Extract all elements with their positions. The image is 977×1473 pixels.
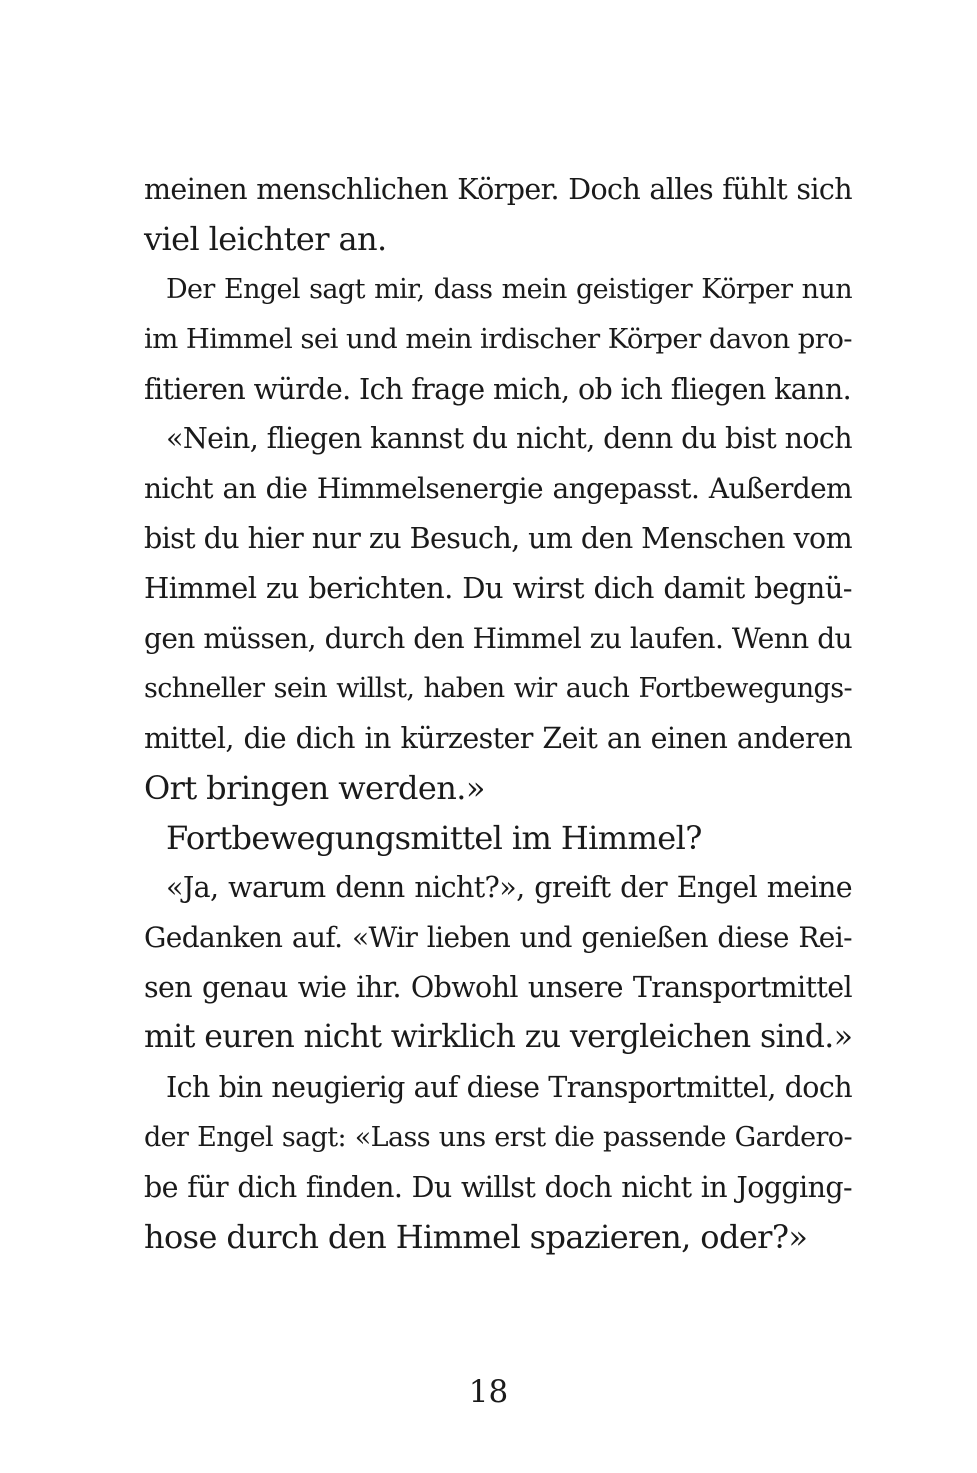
text-line: «Nein, fliegen kannst du nicht, denn du bist noch: [166, 422, 852, 456]
page-body: [144, 165, 852, 1263]
text-line: be für dich finden. Du willst doch nicht in Jogging-: [144, 1170, 852, 1204]
text-line: bist du hier nur zu Besuch, um den Menschen vom: [144, 522, 852, 556]
text-line: meinen menschlichen Körper. Doch alles fühlt sich: [144, 173, 852, 206]
text-line: Fortbewegungsmittel im Himmel?: [166, 818, 702, 857]
text-line: schneller sein willst, haben wir auch Fortbewegungs-: [144, 672, 852, 704]
text-line: nicht an die Himmelsenergie angepasst. Außerdem: [144, 472, 852, 506]
text-line: Ort bringen werden.»: [144, 768, 485, 807]
text-line: Ich bin neugierig auf diese Transportmittel, doch: [166, 1071, 852, 1105]
text-line: hose durch den Himmel spazieren, oder?»: [144, 1217, 808, 1256]
text-line: fitieren würde. Ich frage mich, ob ich fliegen kann.: [144, 372, 852, 406]
text-line: gen müssen, durch den Himmel zu laufen. Wenn du: [144, 622, 852, 656]
text-line: der Engel sagt: «Lass uns erst die passende Gardero-: [144, 1121, 852, 1153]
text-line: sen genau wie ihr. Obwohl unsere Transportmittel: [144, 971, 852, 1005]
text-line: «Ja, warum denn nicht?», greift der Engel meine: [166, 871, 852, 905]
text-line: mittel, die dich in kürzester Zeit an einen anderen: [144, 721, 852, 755]
text-line: im Himmel sei und mein irdischer Körper davon pro-: [144, 322, 852, 355]
text-line: mit euren nicht wirklich zu vergleichen sind.»: [144, 1019, 853, 1056]
text-line: viel leichter an.: [144, 219, 387, 258]
page-number: 18: [468, 1374, 509, 1410]
text-line: Der Engel sagt mir, dass mein geistiger Körper nun: [166, 273, 852, 305]
text-line: Gedanken auf. «Wir lieben und genießen diese Rei-: [144, 921, 852, 955]
text-line: Himmel zu berichten. Du wirst dich damit begnü-: [144, 571, 852, 606]
